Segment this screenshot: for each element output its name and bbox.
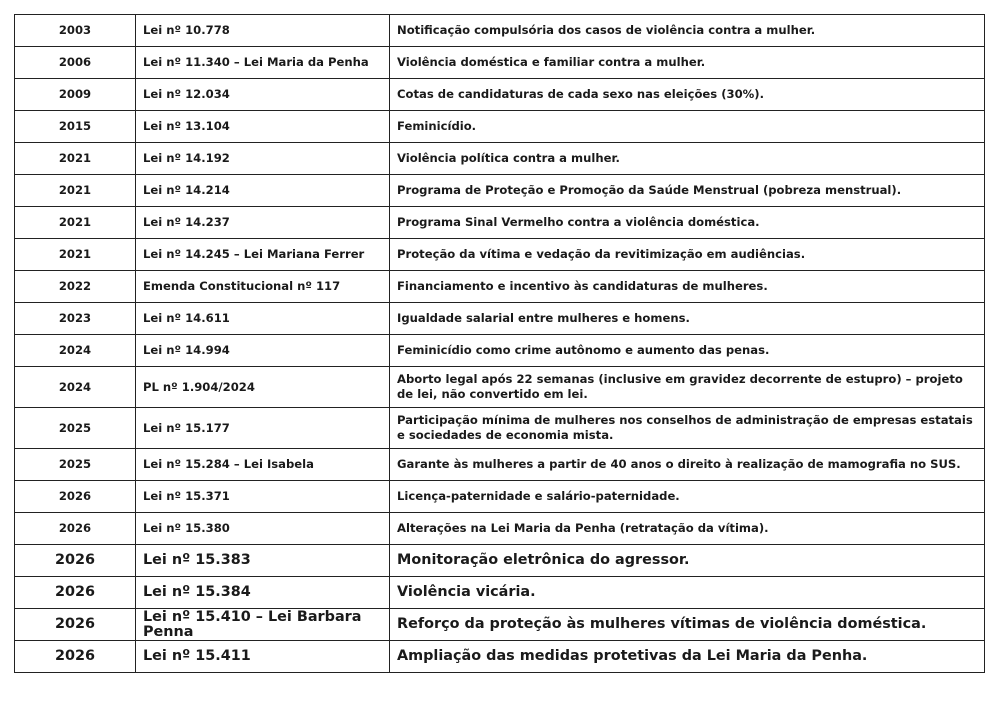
table-row <box>15 449 985 481</box>
year-cell: 2023 <box>15 303 136 335</box>
year-cell: 2009 <box>15 79 136 111</box>
law-cell: Lei nº 15.177 <box>136 408 390 449</box>
description-cell: Garante às mulheres a partir de 40 anos o direito à realização de mamografia no SUS. <box>390 449 985 481</box>
law-cell: Lei nº 14.237 <box>136 207 390 239</box>
year-cell: 2024 <box>15 367 136 408</box>
table-row <box>15 79 985 111</box>
description-cell: Monitoração eletrônica do agressor. <box>390 545 985 577</box>
description-cell: Feminicídio como crime autônomo e aumento das penas. <box>390 335 985 367</box>
law-cell: Lei nº 12.034 <box>136 79 390 111</box>
year-cell: 2026 <box>15 577 136 609</box>
table-row <box>15 303 985 335</box>
law-cell: Lei nº 15.384 <box>136 577 390 609</box>
year-cell: 2006 <box>15 47 136 79</box>
law-cell: Lei nº 15.383 <box>136 545 390 577</box>
table-row <box>15 111 985 143</box>
law-cell: Lei nº 14.192 <box>136 143 390 175</box>
table-row <box>15 641 985 673</box>
description-cell: Igualdade salarial entre mulheres e homens. <box>390 303 985 335</box>
description-cell: Alterações na Lei Maria da Penha (retratação da vítima). <box>390 513 985 545</box>
year-cell: 2026 <box>15 481 136 513</box>
description-cell: Feminicídio. <box>390 111 985 143</box>
year-cell: 2021 <box>15 143 136 175</box>
description-cell: Violência política contra a mulher. <box>390 143 985 175</box>
year-cell: 2021 <box>15 207 136 239</box>
year-cell: 2026 <box>15 641 136 673</box>
table-row <box>15 481 985 513</box>
law-cell: Lei nº 15.410 – Lei Barbara Penna <box>136 609 390 641</box>
law-cell: Lei nº 15.380 <box>136 513 390 545</box>
description-cell: Cotas de candidaturas de cada sexo nas eleições (30%). <box>390 79 985 111</box>
table-row <box>15 143 985 175</box>
law-cell: Lei nº 11.340 – Lei Maria da Penha <box>136 47 390 79</box>
laws-table <box>14 14 985 673</box>
law-cell: Lei nº 14.245 – Lei Mariana Ferrer <box>136 239 390 271</box>
laws-table-body <box>15 15 985 673</box>
year-cell: 2025 <box>15 408 136 449</box>
law-cell: Lei nº 14.994 <box>136 335 390 367</box>
table-row <box>15 577 985 609</box>
table-row <box>15 609 985 641</box>
law-cell: Lei nº 15.411 <box>136 641 390 673</box>
table-row <box>15 15 985 47</box>
table-row <box>15 367 985 408</box>
table-row <box>15 271 985 303</box>
year-cell: 2021 <box>15 239 136 271</box>
description-cell: Proteção da vítima e vedação da revitimização em audiências. <box>390 239 985 271</box>
law-cell: Emenda Constitucional nº 117 <box>136 271 390 303</box>
description-cell: Ampliação das medidas protetivas da Lei Maria da Penha. <box>390 641 985 673</box>
year-cell: 2025 <box>15 449 136 481</box>
table-row <box>15 408 985 449</box>
table-row <box>15 207 985 239</box>
year-cell: 2026 <box>15 545 136 577</box>
description-cell: Violência doméstica e familiar contra a mulher. <box>390 47 985 79</box>
table-row <box>15 239 985 271</box>
description-cell: Reforço da proteção às mulheres vítimas de violência doméstica. <box>390 609 985 641</box>
law-cell: Lei nº 13.104 <box>136 111 390 143</box>
table-row <box>15 545 985 577</box>
year-cell: 2015 <box>15 111 136 143</box>
year-cell: 2003 <box>15 15 136 47</box>
table-row <box>15 175 985 207</box>
description-cell: Licença-paternidade e salário-paternidade. <box>390 481 985 513</box>
law-cell: Lei nº 15.371 <box>136 481 390 513</box>
table-row <box>15 513 985 545</box>
law-cell: Lei nº 14.214 <box>136 175 390 207</box>
year-cell: 2026 <box>15 609 136 641</box>
year-cell: 2021 <box>15 175 136 207</box>
law-cell: PL nº 1.904/2024 <box>136 367 390 408</box>
description-cell: Programa Sinal Vermelho contra a violência doméstica. <box>390 207 985 239</box>
year-cell: 2026 <box>15 513 136 545</box>
description-cell: Participação mínima de mulheres nos conselhos de administração de empresas estatais e sociedades de economia mista. <box>390 408 985 449</box>
law-cell: Lei nº 15.284 – Lei Isabela <box>136 449 390 481</box>
description-cell: Financiamento e incentivo às candidaturas de mulheres. <box>390 271 985 303</box>
table-row <box>15 335 985 367</box>
year-cell: 2024 <box>15 335 136 367</box>
description-cell: Notificação compulsória dos casos de violência contra a mulher. <box>390 15 985 47</box>
law-cell: Lei nº 10.778 <box>136 15 390 47</box>
law-cell: Lei nº 14.611 <box>136 303 390 335</box>
year-cell: 2022 <box>15 271 136 303</box>
description-cell: Programa de Proteção e Promoção da Saúde Menstrual (pobreza menstrual). <box>390 175 985 207</box>
table-row <box>15 47 985 79</box>
description-cell: Aborto legal após 22 semanas (inclusive em gravidez decorrente de estupro) – projeto de lei, não convertido em lei. <box>390 367 985 408</box>
description-cell: Violência vicária. <box>390 577 985 609</box>
